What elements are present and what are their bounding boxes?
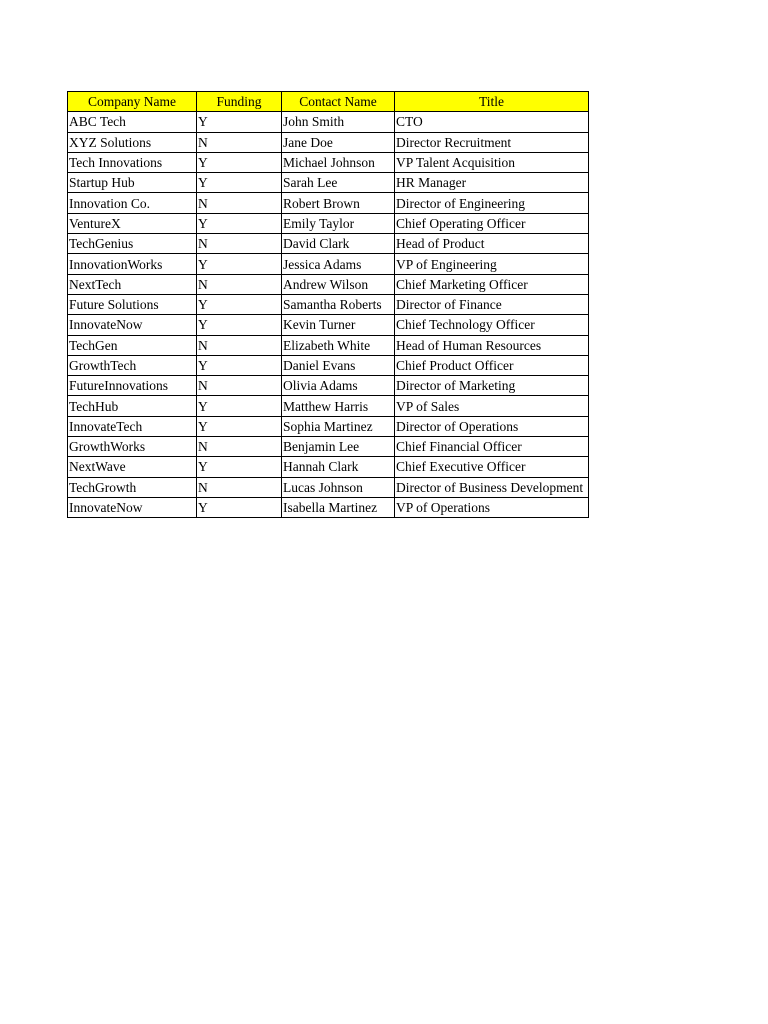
- contact-name-cell: Sarah Lee: [282, 173, 395, 193]
- table-row: [68, 152, 589, 172]
- contact-name-cell: Isabella Martinez: [282, 497, 395, 517]
- table-row: [68, 132, 589, 152]
- table-row: [68, 213, 589, 233]
- table-row: [68, 457, 589, 477]
- funding-cell: N: [197, 335, 282, 355]
- company-name-cell: TechGen: [68, 335, 197, 355]
- contact-name-cell: Olivia Adams: [282, 376, 395, 396]
- table-row: [68, 497, 589, 517]
- title-cell: Chief Marketing Officer: [395, 274, 589, 294]
- company-name-cell: TechHub: [68, 396, 197, 416]
- table-row: [68, 254, 589, 274]
- company-name-cell: TechGrowth: [68, 477, 197, 497]
- title-cell: Director of Marketing: [395, 376, 589, 396]
- contact-name-cell: Jessica Adams: [282, 254, 395, 274]
- company-name-cell: GrowthTech: [68, 355, 197, 375]
- company-name-cell: InnovateTech: [68, 416, 197, 436]
- funding-cell: N: [197, 437, 282, 457]
- table-row: [68, 355, 589, 375]
- title-cell: Chief Financial Officer: [395, 437, 589, 457]
- title-cell: Director Recruitment: [395, 132, 589, 152]
- contact-name-cell: Emily Taylor: [282, 213, 395, 233]
- company-name-cell: NextWave: [68, 457, 197, 477]
- funding-cell: N: [197, 376, 282, 396]
- company-name-cell: InnovationWorks: [68, 254, 197, 274]
- column-header-funding: Funding: [197, 92, 282, 112]
- title-cell: Director of Finance: [395, 294, 589, 314]
- column-header-title: Title: [395, 92, 589, 112]
- company-name-cell: Startup Hub: [68, 173, 197, 193]
- funding-cell: Y: [197, 497, 282, 517]
- contact-name-cell: Kevin Turner: [282, 315, 395, 335]
- table-row: [68, 315, 589, 335]
- company-name-cell: Tech Innovations: [68, 152, 197, 172]
- title-cell: VP of Operations: [395, 497, 589, 517]
- contact-name-cell: Benjamin Lee: [282, 437, 395, 457]
- company-name-cell: XYZ Solutions: [68, 132, 197, 152]
- funding-cell: Y: [197, 173, 282, 193]
- title-cell: VP of Engineering: [395, 254, 589, 274]
- column-header-contact-name: Contact Name: [282, 92, 395, 112]
- contact-name-cell: John Smith: [282, 112, 395, 132]
- contacts-table: [67, 91, 589, 518]
- title-cell: Director of Business Development: [395, 477, 589, 497]
- company-name-cell: NextTech: [68, 274, 197, 294]
- title-cell: VP of Sales: [395, 396, 589, 416]
- contact-name-cell: Daniel Evans: [282, 355, 395, 375]
- contact-name-cell: Lucas Johnson: [282, 477, 395, 497]
- funding-cell: Y: [197, 396, 282, 416]
- table-row: [68, 234, 589, 254]
- table-row: [68, 335, 589, 355]
- title-cell: Chief Product Officer: [395, 355, 589, 375]
- header-row: [68, 92, 589, 112]
- contact-name-cell: David Clark: [282, 234, 395, 254]
- funding-cell: Y: [197, 152, 282, 172]
- title-cell: Head of Product: [395, 234, 589, 254]
- funding-cell: Y: [197, 254, 282, 274]
- funding-cell: N: [197, 477, 282, 497]
- column-header-company-name: Company Name: [68, 92, 197, 112]
- title-cell: Chief Technology Officer: [395, 315, 589, 335]
- funding-cell: Y: [197, 355, 282, 375]
- funding-cell: Y: [197, 112, 282, 132]
- contact-name-cell: Michael Johnson: [282, 152, 395, 172]
- title-cell: Chief Operating Officer: [395, 213, 589, 233]
- company-name-cell: GrowthWorks: [68, 437, 197, 457]
- table-row: [68, 193, 589, 213]
- contact-name-cell: Jane Doe: [282, 132, 395, 152]
- title-cell: Chief Executive Officer: [395, 457, 589, 477]
- table-row: [68, 112, 589, 132]
- contact-name-cell: Andrew Wilson: [282, 274, 395, 294]
- table-row: [68, 274, 589, 294]
- table-row: [68, 477, 589, 497]
- funding-cell: N: [197, 234, 282, 254]
- company-name-cell: VentureX: [68, 213, 197, 233]
- company-name-cell: Innovation Co.: [68, 193, 197, 213]
- company-name-cell: Future Solutions: [68, 294, 197, 314]
- funding-cell: Y: [197, 416, 282, 436]
- title-cell: VP Talent Acquisition: [395, 152, 589, 172]
- contact-name-cell: Samantha Roberts: [282, 294, 395, 314]
- funding-cell: Y: [197, 315, 282, 335]
- funding-cell: N: [197, 193, 282, 213]
- table-row: [68, 294, 589, 314]
- funding-cell: N: [197, 132, 282, 152]
- table-row: [68, 437, 589, 457]
- company-name-cell: ABC Tech: [68, 112, 197, 132]
- title-cell: Director of Operations: [395, 416, 589, 436]
- table-row: [68, 173, 589, 193]
- funding-cell: N: [197, 274, 282, 294]
- title-cell: Head of Human Resources: [395, 335, 589, 355]
- funding-cell: Y: [197, 294, 282, 314]
- contact-name-cell: Matthew Harris: [282, 396, 395, 416]
- company-name-cell: InnovateNow: [68, 315, 197, 335]
- title-cell: CTO: [395, 112, 589, 132]
- company-name-cell: FutureInnovations: [68, 376, 197, 396]
- title-cell: HR Manager: [395, 173, 589, 193]
- company-name-cell: InnovateNow: [68, 497, 197, 517]
- contact-name-cell: Robert Brown: [282, 193, 395, 213]
- funding-cell: Y: [197, 213, 282, 233]
- contact-name-cell: Sophia Martinez: [282, 416, 395, 436]
- contact-name-cell: Hannah Clark: [282, 457, 395, 477]
- company-name-cell: TechGenius: [68, 234, 197, 254]
- contact-name-cell: Elizabeth White: [282, 335, 395, 355]
- table-row: [68, 376, 589, 396]
- table-row: [68, 396, 589, 416]
- table-body: [68, 112, 589, 518]
- funding-cell: Y: [197, 457, 282, 477]
- title-cell: Director of Engineering: [395, 193, 589, 213]
- table-row: [68, 416, 589, 436]
